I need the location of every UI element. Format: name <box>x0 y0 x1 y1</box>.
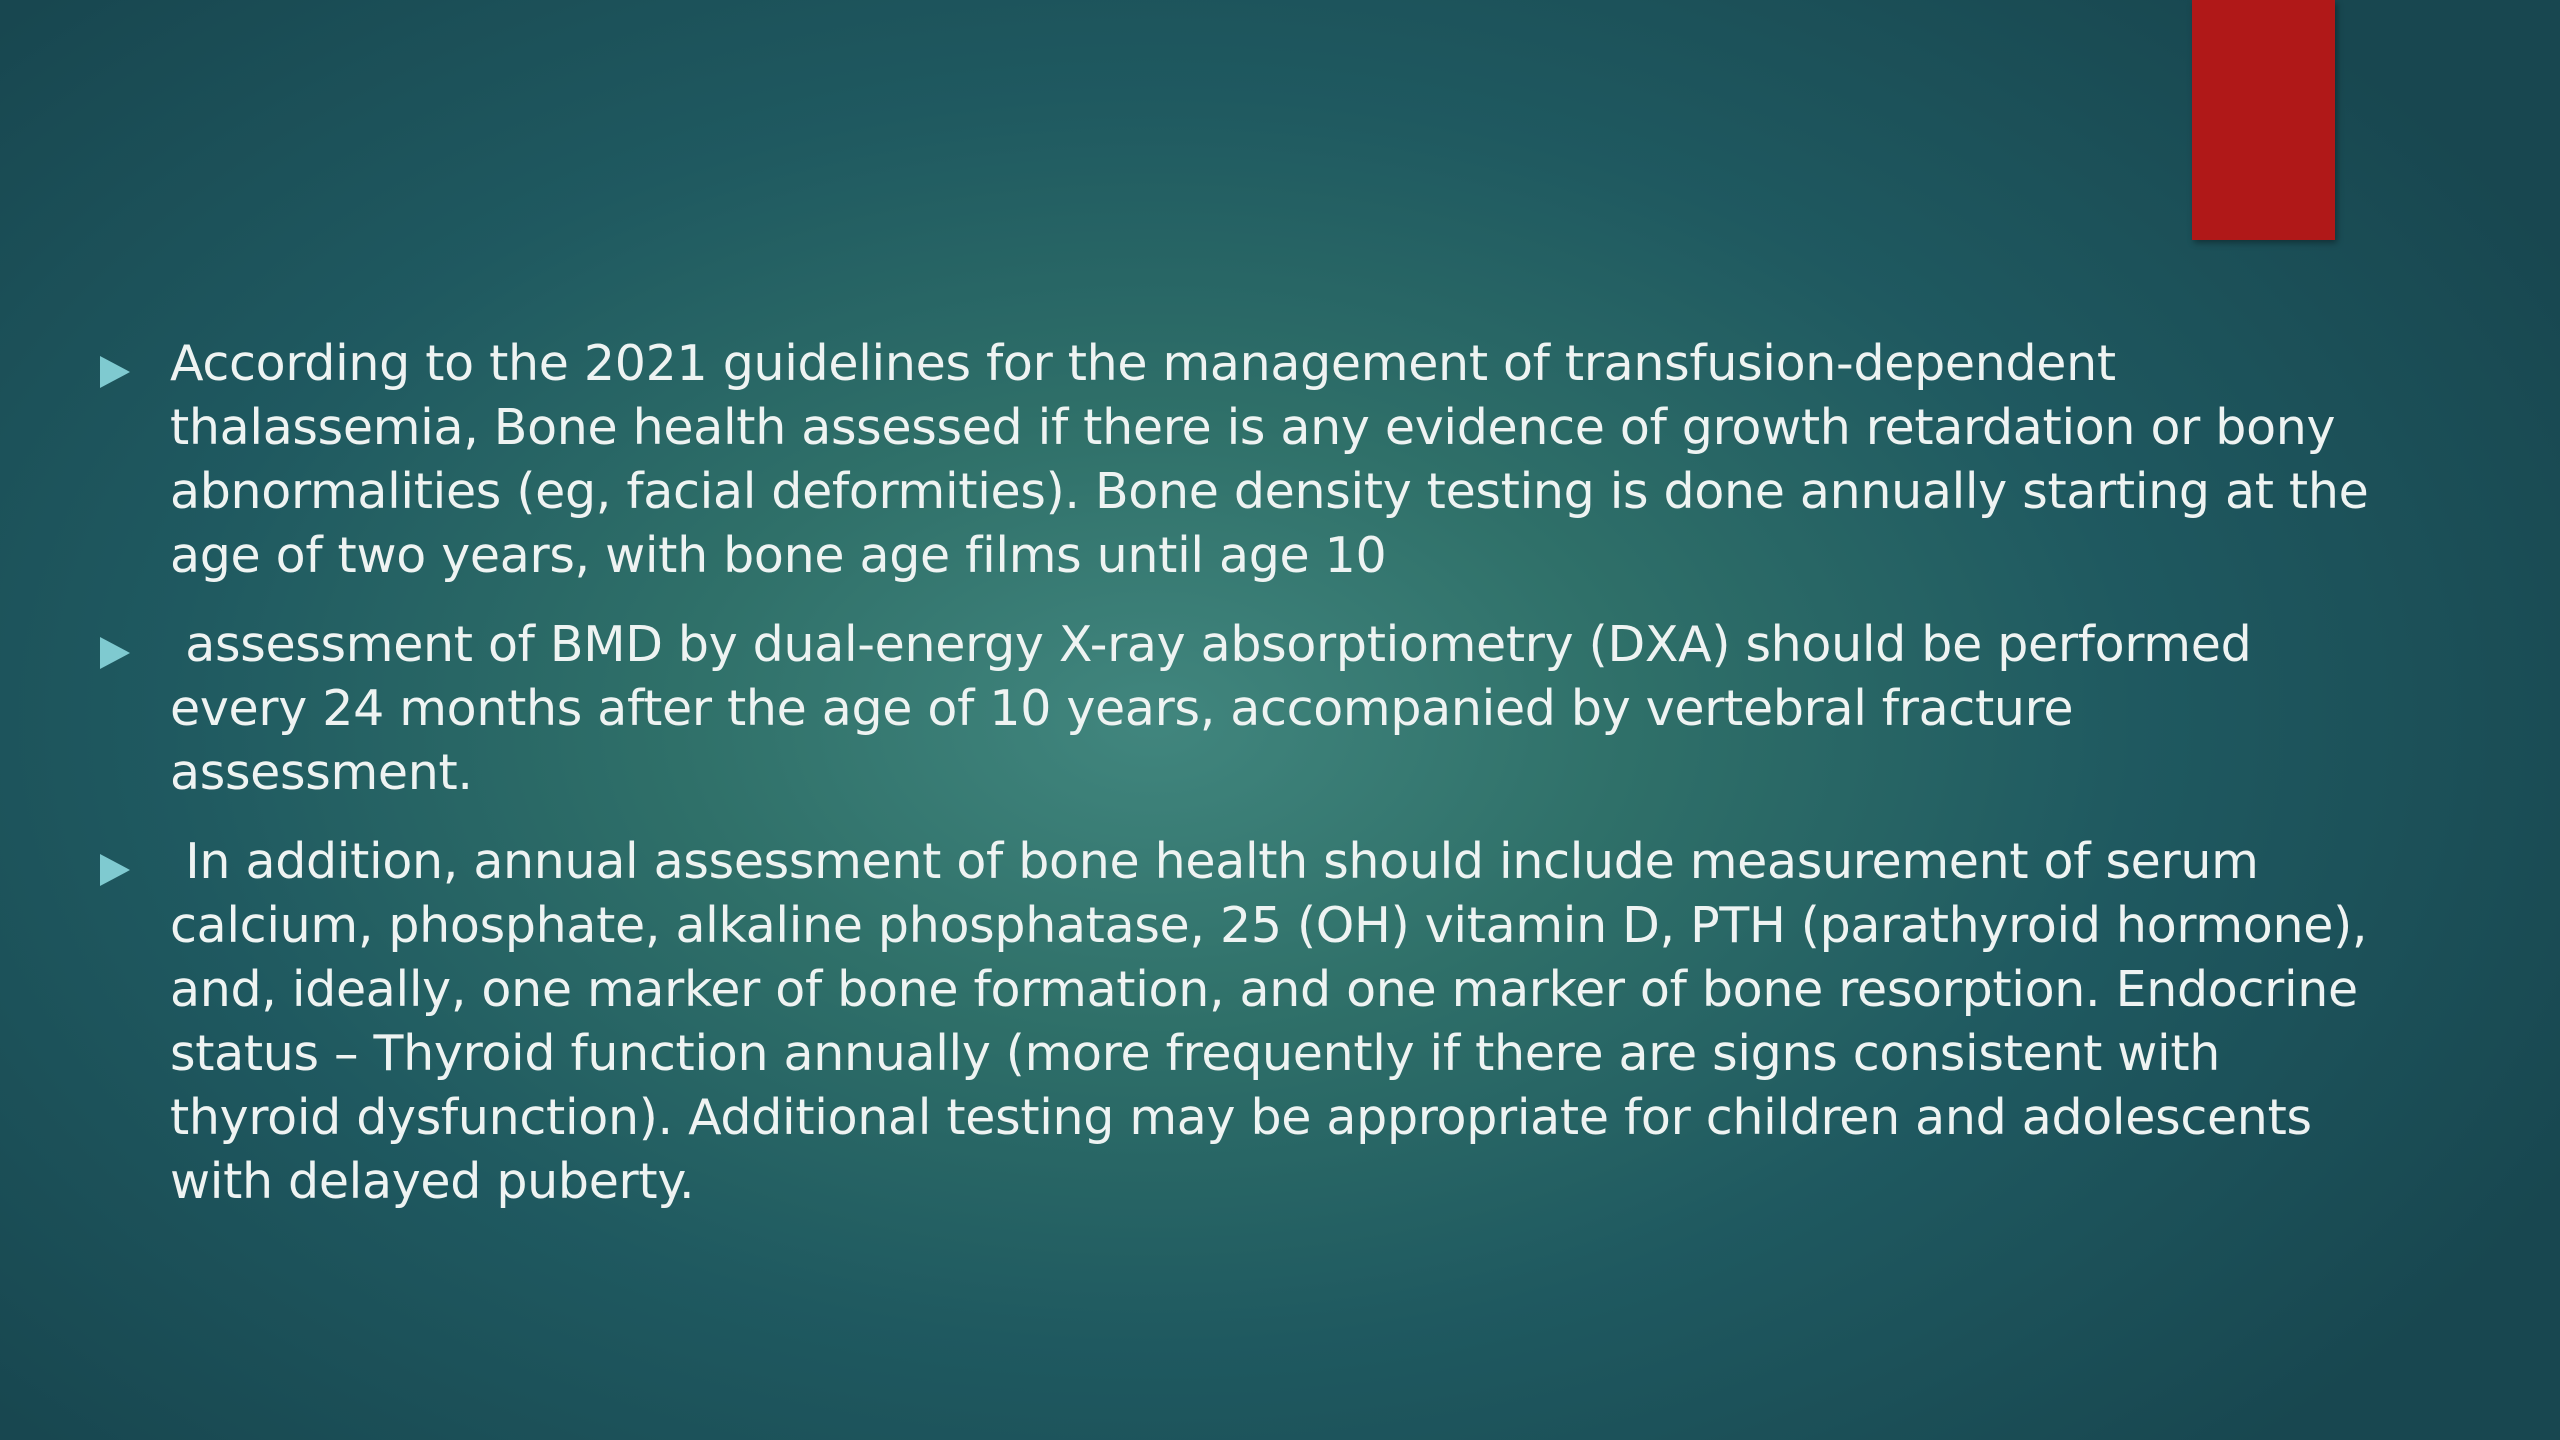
triangle-right-icon <box>98 332 170 396</box>
bullet-item <box>98 613 2378 805</box>
bullet-text: In addition, annual assessment of bone health should include measurement of serum calcium, phosphate, alkaline phosphatase, 25 (OH) vitamin D, PTH (parathyroid hormone), and, ideally, one marker of bone formation, and one marker of bone resorption. Endocrine status – Thyroid function annually (more frequently if there are signs consistent with thyroid dysfunction). Additional testing may be appropriate for children and adolescents with delayed puberty. <box>170 833 2383 1210</box>
triangle-right-icon <box>98 830 170 894</box>
triangle-right-icon <box>98 613 170 677</box>
accent-bar <box>2192 0 2335 240</box>
bullet-text: assessment of BMD by dual-energy X-ray absorptiometry (DXA) should be performed every 24 months after the age of 10 years, accompanied by vertebral fracture assessment. <box>170 616 2267 801</box>
bullet-list <box>98 332 2384 1239</box>
bullet-item <box>98 830 2383 1214</box>
bullet-item <box>98 332 2384 588</box>
bullet-text: According to the 2021 guidelines for the management of transfusion-dependent thalassemia, Bone health assessed if there is any evidence of growth retardation or bony abnormalities (eg, facial deformities). Bone density testing is done annually starting at the age of two years, with bone age films until age 10 <box>170 335 2384 584</box>
